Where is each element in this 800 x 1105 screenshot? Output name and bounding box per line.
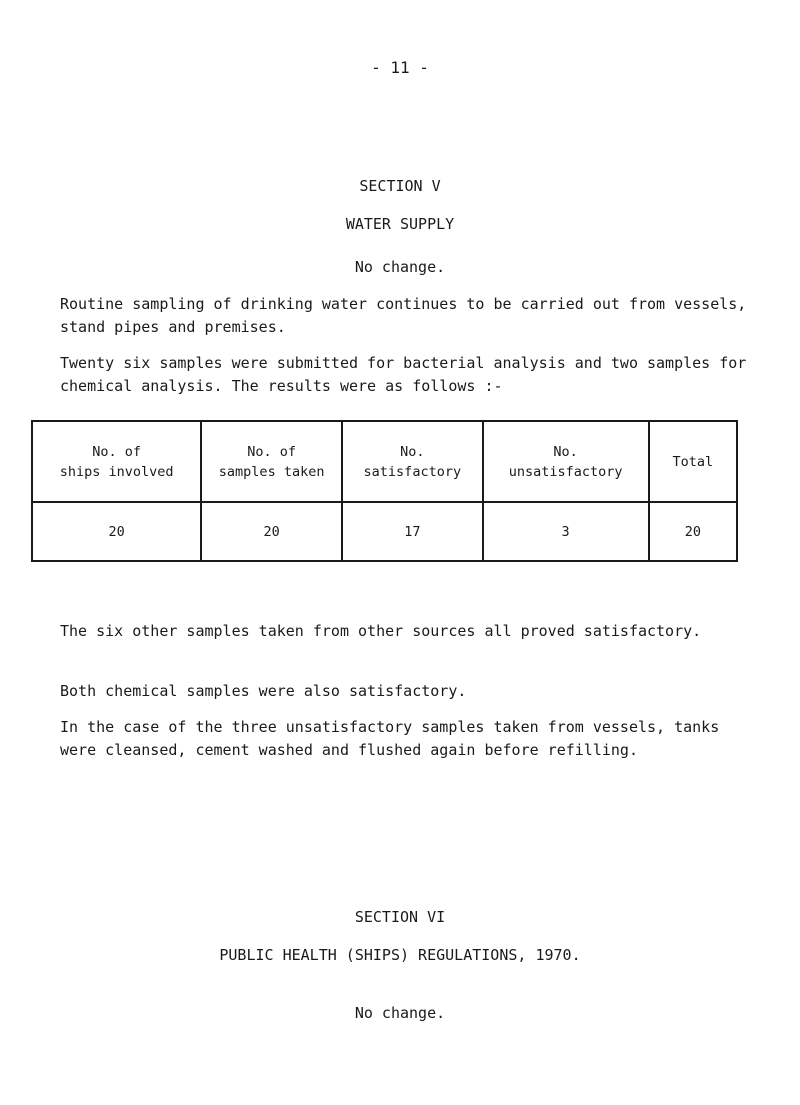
header-ships-involved: No. of ships involved [32, 421, 201, 502]
section-vi-heading: SECTION VI [354, 908, 446, 926]
section-v-heading: SECTION V [359, 177, 441, 195]
header-total: Total [649, 421, 737, 502]
header-samples-taken: No. of samples taken [201, 421, 342, 502]
section-vi-no-change: No change. [354, 1004, 446, 1022]
table-row [32, 502, 737, 561]
cell-satisfactory: 17 [342, 502, 482, 561]
results-table-wrapper [31, 420, 738, 562]
section-v-paragraph-1: Routine sampling of drinking water continues to be carried out from vessels, stand pipes and premises. [60, 295, 747, 336]
header-unsatisfactory: No. unsatisfactory [483, 421, 649, 502]
cell-total: 20 [649, 502, 737, 561]
cell-unsatisfactory: 3 [483, 502, 649, 561]
section-vi-subheading: PUBLIC HEALTH (SHIPS) REGULATIONS, 1970. [219, 946, 581, 964]
cell-samples-taken: 20 [201, 502, 342, 561]
section-v-paragraph-2: Twenty six samples were submitted for bacterial analysis and two samples for chemical analysis. The results were as follows :- [60, 354, 747, 395]
after-table-paragraph-3: In the case of the three unsatisfactory samples taken from vessels, tanks were cleansed, cement washed and flushed again before refilling. [60, 718, 720, 759]
header-satisfactory: No. satisfactory [342, 421, 482, 502]
section-v-no-change: No change. [354, 258, 446, 276]
section-v-subheading: WATER SUPPLY [345, 215, 455, 233]
page-number: - 11 - [371, 58, 429, 77]
after-table-paragraph-2: Both chemical samples were also satisfactory. [60, 682, 467, 700]
results-table [31, 420, 738, 562]
after-table-paragraph-1: The six other samples taken from other sources all proved satisfactory. [60, 622, 702, 640]
table-header-row [32, 421, 737, 502]
cell-ships-involved: 20 [32, 502, 201, 561]
